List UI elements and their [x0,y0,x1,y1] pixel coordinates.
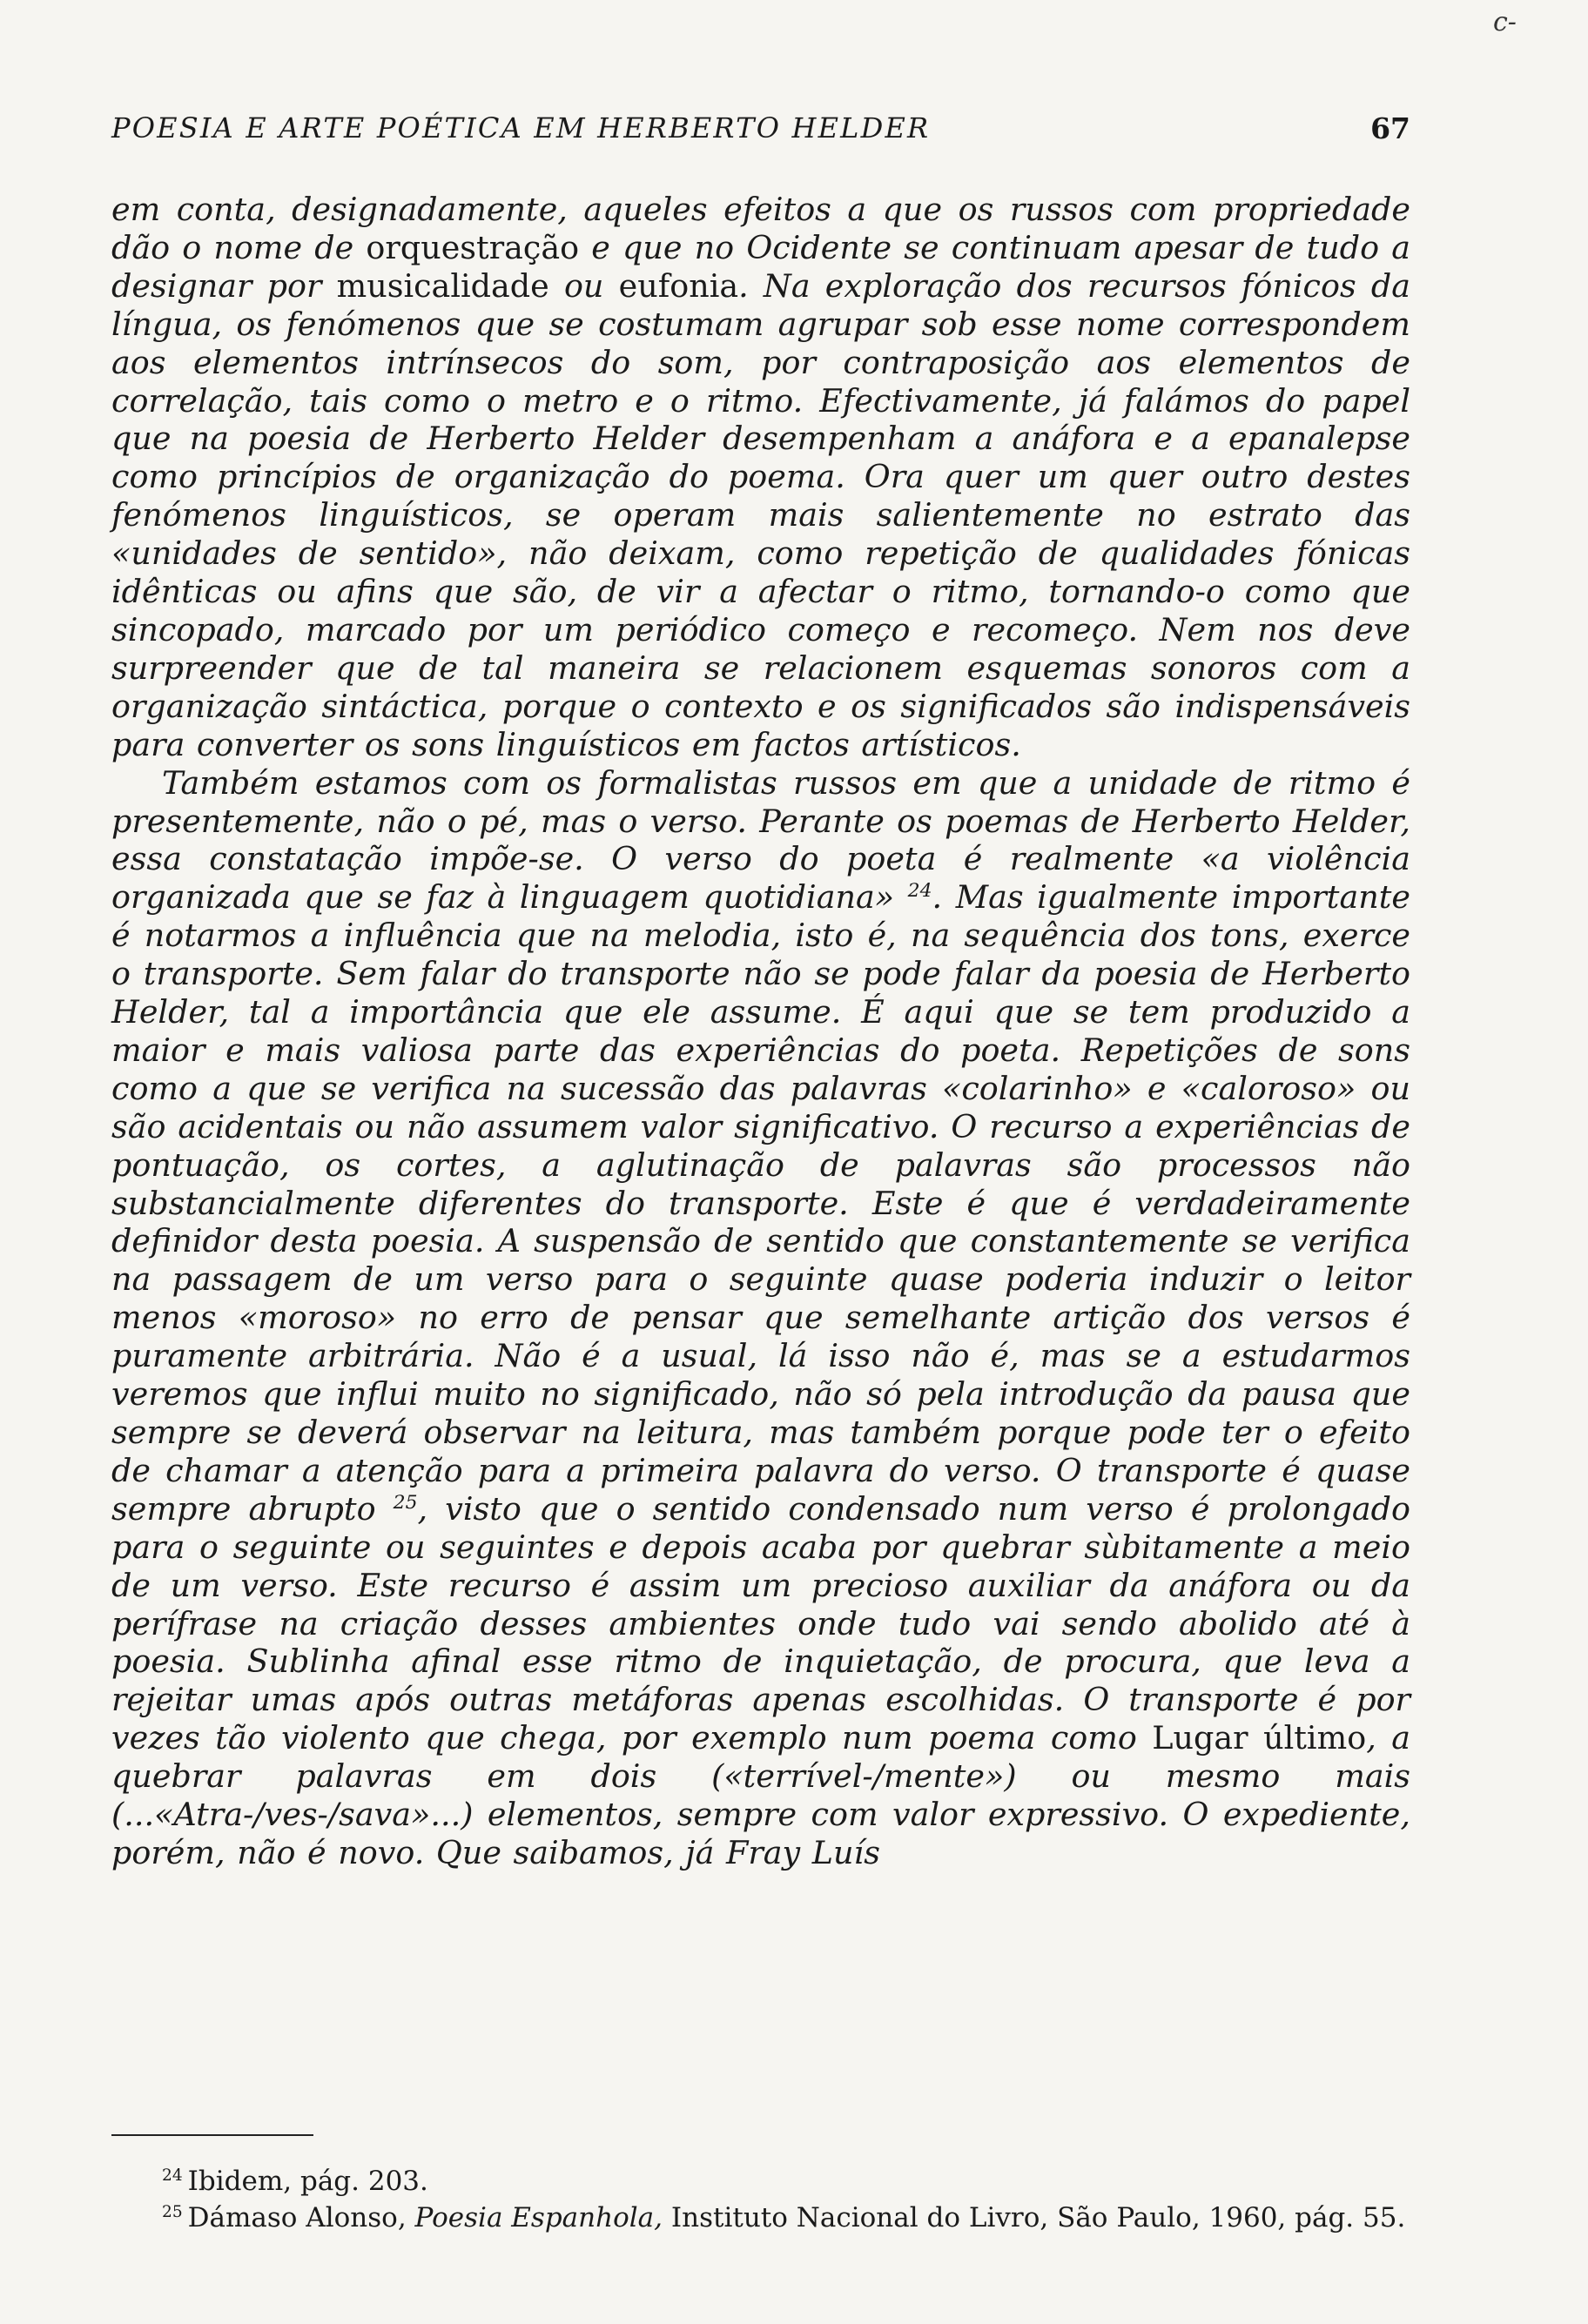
footnote-work-title: Poesia Espanhola, [414,2202,663,2233]
paragraph-2 [111,764,1410,1872]
paragraph-1-text-b: e que no Ocidente se continuam apesar de tudo a designar por [111,228,1410,305]
pencil-corner-mark: c- [1493,7,1517,37]
footnote-24 [111,2165,1410,2198]
footnote-marker: 25 [162,2202,183,2221]
running-head [111,111,1410,155]
paragraph-2-text-c: , visto que o sentido condensado num verso é prolongado para o seguinte ou seguintes e depois acaba por quebrar sùbitamente a meio de um verso. Este recurso é assim um precioso auxiliar da anáfora ou da perífrase na criação desses ambientes onde tudo vai sendo abolido até à poesia. Sublinha afinal esse ritmo de inquietação, de procura, que leva a rejeitar umas após outras metáforas apenas escolhidas. O transporte é por vezes tão violento que chega, por exemplo num poema como [111,1489,1410,1757]
paragraph-2-text-a: Também estamos com os formalistas russos em que a unidade de ritmo é presentemente, não o pé, mas o verso. Perante os poemas de Herberto Helder, essa constatação impõe-se. O verso do poeta é realmente «a violência organizada que se faz à linguagem quotidiana» [111,763,1410,917]
footnote-marker: 24 [162,2166,183,2185]
paragraph-1-text-d: . Na exploração dos recursos fónicos da língua, os fenómenos que se costumam agrupar sob esse nome correspondem aos elementos intrínsecos do som, por contraposição aos elementos de correlação, tais como o metro e o ritmo. Efectivamente, já falámos do papel que na poesia de Herberto Helder desempenham a anáfora e a epanalepse como princípios de organização do poema. Ora quer um quer outro destes fenómenos linguísticos, se operam mais salientemente no estrato das «unidades de sentido», não deixam, como repetição de qualidades fónicas idênticas ou afins que são, de vir a afectar o ritmo, tornando-o como que sincopado, marcado por um periódico começo e recomeço. Nem nos deve surpreender que de tal maneira se relacionem esquemas sonoros com a organização sintáctica, porque o contexto e os significados são indispensáveis para converter os sons linguísticos em factos artísticos. [111,266,1410,763]
footnote-rule [111,2134,313,2136]
term-eufonia: eufonia [618,266,739,305]
paragraph-1 [111,191,1410,764]
page-number: 67 [1370,111,1410,145]
footnotes [111,2165,1410,2238]
paragraph-2-text-b: . Mas igualmente importante é notarmos a influência que na melodia, isto é, na sequência dos tons, exerce o transporte. Sem falar do transporte não se pode falar da poesia de Herberto Helder, tal a importância que ele assume. É aqui que se tem produzido a maior e mais valiosa parte das experiências do poeta. Repetições de sons como a que se verifica na sucessão das palavras «colarinho» e «caloroso» ou são acidentais ou não assumem valor significativo. O recurso a experiências de pontuação, os cortes, a aglutinação de palavras são processos não substancialmente diferentes do transporte. Este é que é verdadeiramente definidor desta poesia. A suspensão de sentido que constantemente se verifica na passagem de um verso para o seguinte quase poderia induzir o leitor menos «moroso» no erro de pensar que semelhante artição dos versos é puramente arbitrária. Não é a usual, lá isso não é, mas se a estudarmos veremos que influi muito no significado, não só pela introdução da pausa que sempre se deverá observar na leitura, mas também porque pode ter o efeito de chamar a atenção para a primeira palavra do verso. O transporte é quase sempre abrupto [111,878,1410,1528]
footnote-ref-25: 25 [393,1491,418,1514]
term-orquestracao: orquestração [366,228,580,266]
footnote-text: Ibidem, pág. 203. [187,2166,428,2197]
poem-title: Lugar último [1152,1719,1367,1757]
footnote-author: Dámaso Alonso, [187,2202,415,2233]
footnote-25 [111,2201,1410,2234]
footnote-publisher: Instituto Nacional do Livro, São Paulo, 1960, pág. 55. [663,2202,1406,2233]
running-title: POESIA E ARTE POÉTICA EM HERBERTO HELDER [111,111,931,144]
body-text [111,191,1410,1872]
footnote-ref-24: 24 [907,880,932,903]
term-musicalidade: musicalidade [336,266,549,305]
paragraph-2-text-d: , a quebrar palavras em dois («terrível-/mente») ou mesmo mais (...«Atra-/ves-/sava»...) elementos, sempre com valor expressivo. O expediente, porém, não é novo. Que saibamos, já Fray Luís [111,1719,1411,1871]
paragraph-1-text-c: ou [548,266,619,305]
paragraph-1-text-a: em conta, designadamente, aqueles efeitos a que os russos com propriedade dão o nome de [111,191,1410,266]
